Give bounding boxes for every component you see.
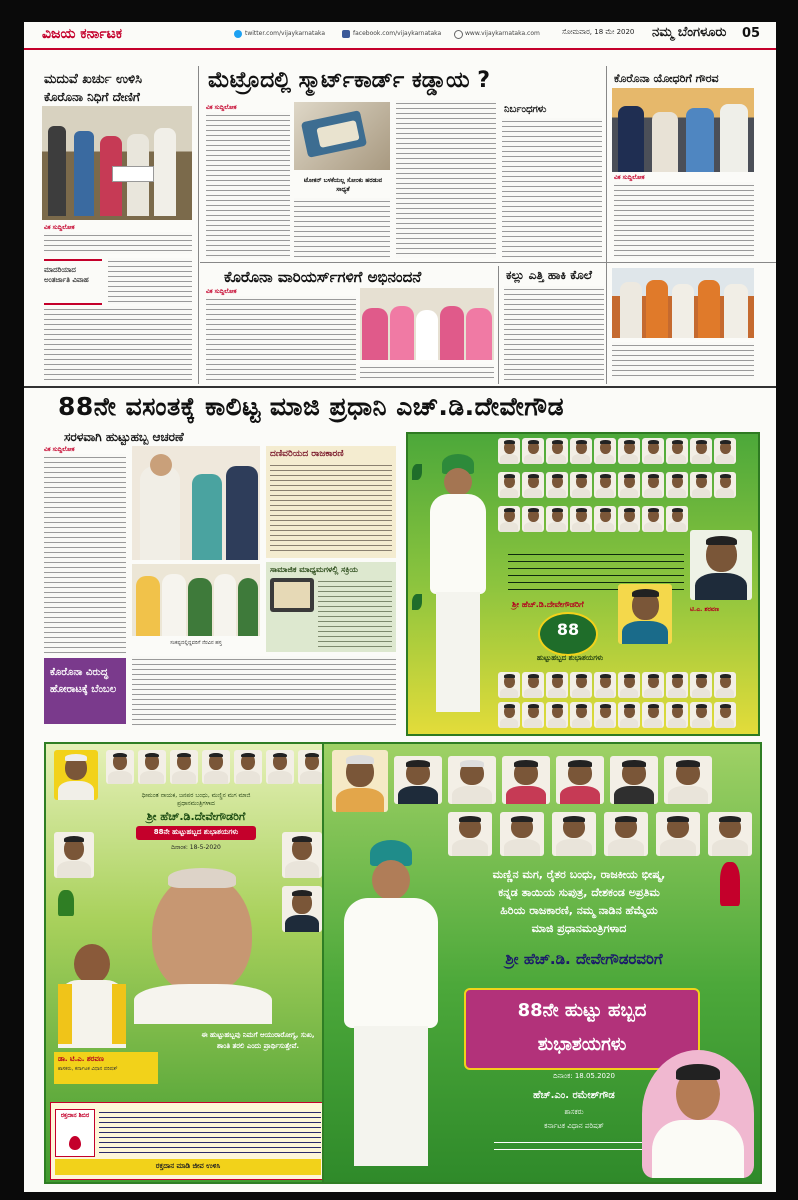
ad-right-line4: ಮಾಜಿ ಪ್ರಧಾನಮಂತ್ರಿಗಳಾದ [531,922,627,935]
ad-top-88-number: 88 [556,620,580,639]
ad-right-line3: ಹಿರಿಯ ರಾಜಕಾರಣಿ, ನಮ್ಮ ನಾಡಿನ ಹೆಮ್ಮೆಯ [500,904,658,917]
main-subhead: ಸರಳವಾಗಿ ಹುಟ್ಟುಹಬ್ಬ ಆಚರಣೆ [64,430,184,444]
ad-left-sender-portrait [54,944,130,1048]
blood-donation-text [99,1109,321,1155]
ad-left-wish-box [136,826,256,840]
ad-top-88-badge [538,612,598,656]
honor-photo [612,88,754,172]
ad-left-intro: ಧೀಮಂತ ನಾಯಕ, ಜನಪರ ಬಂಧು, ಮಣ್ಣಿನ ಮಗ ಮಾಜಿ ಪ್ರಧಾನಮಂತ್ರಿಗಳಾದ [141,792,251,807]
ad-top-greeting: ಶ್ರೀ ಹೆಚ್.ಡಿ.ದೇವೇಗೌಡರಿಗೆ [512,600,584,609]
ad-top-portrait-right [690,530,752,600]
wedding-body-text-2 [108,258,192,304]
masthead [24,22,776,50]
wedding-body-text [44,232,192,254]
ad-top-sender-name: ಟಿ.ಎ. ಶರವಣ [690,606,719,613]
stone-side-caption [612,342,754,380]
leaf-icon [412,464,422,480]
warriors-headline: ಕೊರೊನಾ ವಾರಿಯರ್ಸ್‌ಗಳಿಗೆ ಅಭಿನಂದನೆ [224,268,422,286]
masthead-section: ನಮ್ಮ ಬೆಂಗಳೂರು [652,25,727,40]
masthead-website: www.vijaykarnataka.com [465,30,540,37]
ad-right-line2: ಕನ್ನಡ ತಾಯಿಯ ಸುಪುತ್ರ, ದೇಶಕಂಡ ಅಪ್ರತಿಮ [498,886,660,899]
warriors-photo [360,288,494,360]
social-box [266,562,396,652]
ad-right-date: ದಿನಾಂಕ: 18.05.2020 [553,1072,615,1080]
wedding-body-text-3 [44,306,192,380]
metro-photo-caption: ಟೋಕನ್ ಬಳಕೆಯಲ್ಲ ಸೋಂಕು ಹರಡುವ ಸಾಧ್ಯತೆ [303,177,383,193]
main-headline: 88ನೇ ವಸಂತಕ್ಕೆ ಕಾಲಿಟ್ಟ ಮಾಜಿ ಪ್ರಧಾನಿ ಎಚ್.ಡಿ.ದೇವೇಗೌಡ [58,392,565,421]
ad-right-wish-1: 88ನೇ ಹುಟ್ಟು ಹಬ್ಬದ [517,1000,647,1021]
metro-body-col4 [502,118,602,258]
social-phone-photo [270,578,314,612]
blood-drop-icon [69,1136,81,1150]
ad-left-main-portrait [128,864,278,1024]
wedding-pullquote-box [44,259,102,305]
main-photo-caption: ಸಂಕಷ್ಟದಲ್ಲಿದ್ದವರಿಗೆ ನೆರವಿನ ಹಸ್ತ [170,640,222,646]
warriors-byline: ವಿಕ ಸುದ್ದಿಲೋಕ [206,288,237,295]
warriors-photo-caption [360,364,494,380]
metro-body-col1 [206,112,290,258]
metro-byline: ವಿಕ ಸುದ್ದಿಲೋಕ [206,104,237,111]
birthday-ad-left [44,742,332,1184]
ad-left-message: ಈ ಹುಟ್ಟುಹಬ್ಬವು ನಿಮಗೆ ಆಯುರಾರೋಗ್ಯ, ಸುಖ, ಶಾಂತಿ ತರಲಿ ಎಂದು ಪ್ರಾರ್ಥಿಸುತ್ತೇವೆ. [201,1031,315,1050]
dancer-icon [58,890,74,916]
ad-left-sender-role: ಶಾಸಕರು, ಕರ್ನಾಟಕ ವಿಧಾನ ಪರಿಷತ್ [58,1066,118,1072]
ad-left-wish: 88ನೇ ಹುಟ್ಟುಹಬ್ಬದ ಶುಭಾಶಯಗಳು [153,828,239,836]
ad-right-sender-org: ಕರ್ನಾಟಕ ವಿಧಾನ ಪರಿಷತ್ [544,1122,604,1130]
globe-icon [454,30,463,39]
support-callout [44,658,126,724]
tireless-title: ದಣಿವರಿಯದ ರಾಜಕಾರಣಿ [270,449,344,459]
metro-smartcard-photo [294,102,390,170]
metro-headline: ಮೆಟ್ರೊದಲ್ಲಿ ಸ್ಮಾರ್ಟ್‌ಕಾರ್ಡ್ ಕಡ್ಡಾಯ ? [208,68,490,93]
blood-donation-label: ರಕ್ತದಾನ ಶಿಬಿರ [60,1112,90,1119]
blood-donation-footer: ರಕ್ತದಾನ ಮಾಡಿ ಜೀವ ಉಳಿಸಿ [155,1162,221,1170]
ad-right-sender-portrait [642,1050,754,1178]
birthday-ad-right [322,742,762,1184]
dancer-icon [720,862,740,906]
social-body [318,578,392,648]
honor-body [614,182,754,258]
facebook-icon [342,30,350,38]
ad-right-sender-role: ಶಾಸಕರು [564,1108,584,1116]
ad-top-wish: ಹುಟ್ಟುಹಬ್ಬದ ಶುಭಾಶಯಗಳು [536,654,604,662]
ad-right-sender-address [494,1138,654,1150]
main-body-bottom [132,656,396,726]
ad-left-date: ದಿನಾಂಕ: 18-5-2020 [171,844,221,851]
metro-subhead: ನಿರ್ಬಂಧಗಳು [504,104,547,115]
ad-right-wish-box [464,988,700,1070]
masthead-facebook: facebook.com/vijaykarnataka [353,30,442,37]
social-title: ಸಾಮಾಜಿಕ ಮಾಧ್ಯಮಗಳಲ್ಲಿ ಸಕ್ರಿಯ [270,565,358,574]
ad-right-sender: ಹೆಚ್.ಎಂ. ರಮೇಶ್‌ಗೌಡ [533,1090,615,1101]
honor-headline: ಕೊರೊನಾ ಯೋಧರಿಗೆ ಗೌರವ [614,72,719,85]
birthday-ad-top [406,432,760,736]
masthead-logo: ವಿಜಯ ಕರ್ನಾಟಕ [42,26,123,42]
ad-top-portrait-woman [618,584,672,644]
twitter-icon [234,30,242,38]
blood-donation-box [50,1102,328,1180]
ad-right-line1: ಮಣ್ಣಿನ ಮಗ, ರೈತರ ಬಂಧು, ರಾಜಕೀಯ ಭೀಷ್ಮ, [492,868,666,881]
stone-body [504,286,604,380]
wedding-headline-2: ಕೊರೊನಾ ನಿಧಿಗೆ ದೇಣಿಗೆ [44,90,140,104]
stone-side-photo [612,268,754,338]
ad-top-standing-figure [428,454,488,724]
newspaper-page [24,22,776,1192]
ad-right-wish-2: ಶುಭಾಶಯಗಳು [537,1034,627,1055]
tireless-box [266,446,396,558]
ad-right-greeting: ಶ್ರೀ ಹೆಚ್.ಡಿ. ದೇವೇಗೌಡರವರಿಗೆ [505,950,663,968]
wedding-photo [42,106,192,220]
ad-top-portrait-grid-bottom [498,672,754,732]
ad-left-sender-box [54,1052,158,1084]
masthead-date: ಸೋಮವಾರ, 18 ಮೇ 2020 [562,28,635,36]
wedding-pullquote: ಮಾದರಿಯಾದ ಅಂತರ್ಜಾತಿ ವಿವಾಹ [44,266,89,284]
page-number: 05 [742,26,761,41]
warriors-body-col1 [206,296,356,380]
main-byline: ವಿಕ ಸುದ್ದಿಲೋಕ [44,446,75,453]
stone-headline: ಕಲ್ಲು ಎತ್ತಿ ಹಾಕಿ ಕೊಲೆ [506,268,592,282]
ad-left-greeting: ಶ್ರೀ ಹೆಚ್.ಡಿ.ದೇವೇಗೌಡರಿಗೆ [146,810,246,823]
wedding-byline: ವಿಕ ಸುದ್ದಿಲೋಕ [44,224,75,231]
blood-donation-badge [55,1109,95,1157]
main-photo-top [132,446,260,560]
metro-body-col3 [396,100,496,258]
masthead-twitter: twitter.com/vijaykarnataka [245,30,326,37]
ad-right-standing-figure [334,840,444,1176]
honor-byline: ವಿಕ ಸುದ್ದಿಲೋಕ [614,174,645,181]
metro-body-col2 [294,198,390,258]
ad-left-portrait-top-1 [54,750,98,800]
support-callout-text: ಕೊರೊನಾ ವಿರುದ್ಧ ಹೋರಾಟಕ್ಕೆ ಬೆಂಬಲ [50,667,117,695]
wedding-headline-1: ಮದುವೆ ಖರ್ಚು ಉಳಿಸಿ [44,72,143,87]
blood-donation-footer-box [55,1159,321,1175]
tireless-body [270,462,392,554]
leaf-icon [412,594,422,610]
main-body-col1 [44,454,126,654]
ad-right-portrait-mother [332,750,388,812]
ad-left-sender: ಡಾ. ಟಿ.ಎ. ಶರವಣ [58,1055,104,1063]
main-photo-bottom [132,564,260,636]
